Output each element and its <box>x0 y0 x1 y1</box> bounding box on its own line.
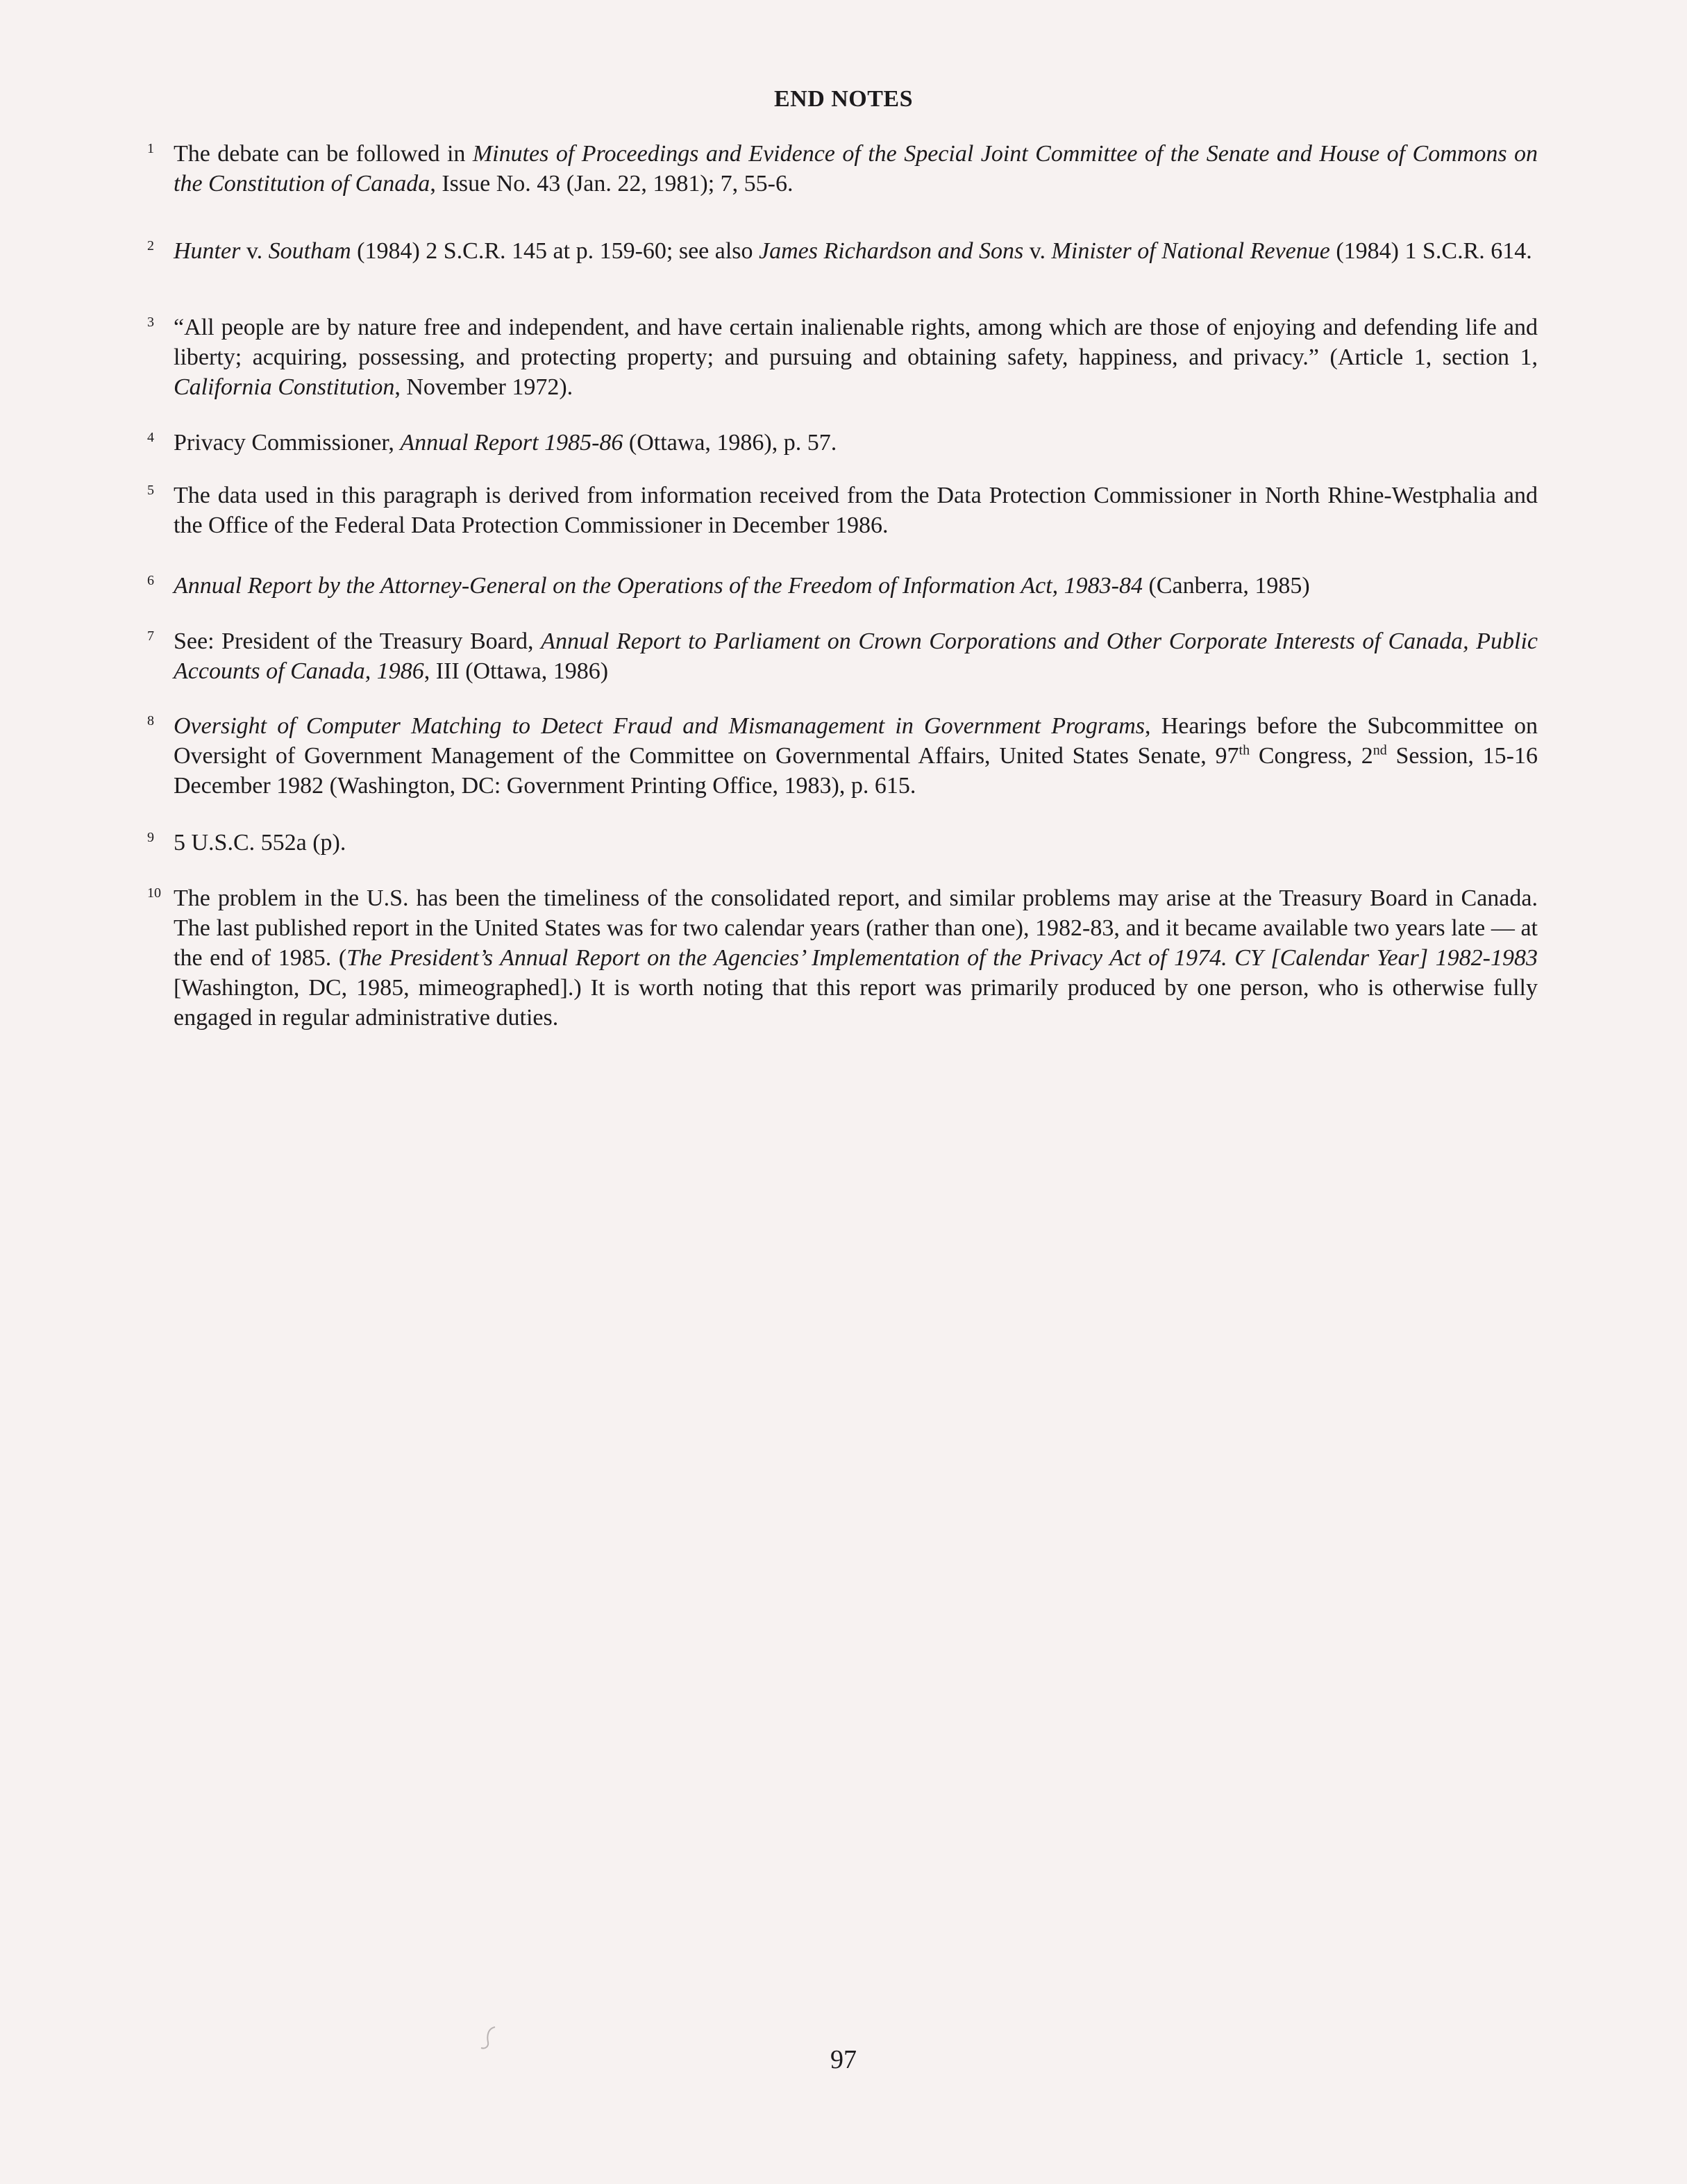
ordinal-suffix: th <box>1239 742 1250 758</box>
endnote-segment: Congress, 2 <box>1250 743 1373 769</box>
endnote-segment: v. <box>1023 238 1052 264</box>
ordinal-suffix: nd <box>1373 742 1387 758</box>
endnote-number: 9 <box>147 830 154 845</box>
endnote-text <box>174 481 1538 540</box>
endnote-text <box>174 571 1538 601</box>
page-number: 97 <box>830 2045 857 2074</box>
endnote-number: 6 <box>147 573 154 588</box>
endnote-segment: The problem in the U.S. has been the timeliness of the consolidated report, and similar problems may arise at the Treasury Board in Canada. The last published report in the United States was for two calendar years (rather than one), 1982-83, and it became available two years late — at the end of 1985. ( <box>174 885 1538 971</box>
citation-title: Annual Report 1985-86 <box>400 430 623 456</box>
citation-title: Minister of National Revenue <box>1051 238 1330 264</box>
endnote-segment: (Ottawa, 1986), p. 57. <box>623 430 837 456</box>
endnote-text <box>174 883 1538 1033</box>
citation-title: Minutes of Proceedings and Evidence of the Special Joint Committee of the Senate and House of Commons on the Constitution of Canada <box>174 141 1538 197</box>
endnote-number: 5 <box>147 483 154 498</box>
citation-title: Annual Report by the Attorney-General on the Operations of the Freedom of Information Act, 1983-84 <box>174 573 1143 599</box>
endnote-segment: , Issue No. 43 (Jan. 22, 1981); 7, 55-6. <box>430 171 794 197</box>
endnote-text <box>174 139 1538 199</box>
citation-title: James Richardson and Sons <box>759 238 1024 264</box>
endnote-segment: , III (Ottawa, 1986) <box>423 658 609 684</box>
endnote-number: 8 <box>147 713 154 728</box>
endnote-number: 2 <box>147 238 154 253</box>
endnote-number: 1 <box>147 141 154 156</box>
endnote-number: 3 <box>147 315 154 330</box>
endnote-segment: (Canberra, 1985) <box>1142 573 1310 599</box>
endnote-segment: v. <box>240 238 269 264</box>
endnote-number: 7 <box>147 628 154 644</box>
endnote-segment: The data used in this paragraph is derived from information received from the Data Protection Commissioner in North Rhine-Westphalia and the Office of the Federal Data Protection Commissioner in December 1986. <box>174 483 1538 538</box>
citation-title: California Constitution <box>174 374 395 400</box>
endnote-text <box>174 312 1538 402</box>
endnote-number: 4 <box>147 430 154 445</box>
endnote-segment: , November 1972). <box>394 374 573 400</box>
endnote-segment: , Hearings before the Subcommittee on Oversight of Government Management of the Committee on Governmental Affairs, United States Senate, 97 <box>174 713 1538 769</box>
endnote-text <box>174 711 1538 801</box>
endnote-text <box>174 428 1538 458</box>
endnote-segment: [Washington, DC, 1985, mimeographed].) It is worth noting that this report was primarily produced by one person, who is otherwise fully engaged in regular administrative duties. <box>174 975 1538 1031</box>
endnote-segment: 5 U.S.C. 552a (p). <box>174 830 346 856</box>
endnote-segment: (1984) 1 S.C.R. 614. <box>1329 238 1532 264</box>
endnote-text <box>174 626 1538 686</box>
endnote-segment: “All people are by nature free and independent, and have certain inalienable rights, among which are those of enjoying and defending life and liberty; acquiring, possessing, and protecting property; and pursuing and obtaining safety, happiness, and privacy.” (Article 1, section 1, <box>174 315 1538 370</box>
citation-title: Annual Report to Parliament on Crown Corporations and Other Corporate Interests of Canada, Public Accounts of Canada, 1986 <box>174 628 1538 684</box>
page-heading: END NOTES <box>773 86 914 112</box>
endnote-text <box>174 236 1538 266</box>
citation-title: Oversight of Computer Matching to Detect Fraud and Mismanagement in Government Programs <box>174 713 1145 739</box>
endnote-segment: The debate can be followed in <box>174 141 473 167</box>
endnote-segment: See: President of the Treasury Board, <box>174 628 542 654</box>
citation-title: Southam <box>268 238 351 264</box>
citation-title: Hunter <box>174 238 241 264</box>
endnote-segment: (1984) 2 S.C.R. 145 at p. 159-60; see also <box>351 238 759 264</box>
endnote-segment: Privacy Commissioner, <box>174 430 401 456</box>
citation-title: The President’s Annual Report on the Agencies’ Implementation of the Privacy Act of 1974. CY [Calendar Year] 1982-1983 <box>346 945 1538 971</box>
endnote-number: 10 <box>147 885 161 901</box>
endnote-segment: Session, 15-16 December 1982 (Washington, DC: Government Printing Office, 1983), p. 615. <box>174 743 1538 799</box>
endnote-text <box>174 828 1538 858</box>
